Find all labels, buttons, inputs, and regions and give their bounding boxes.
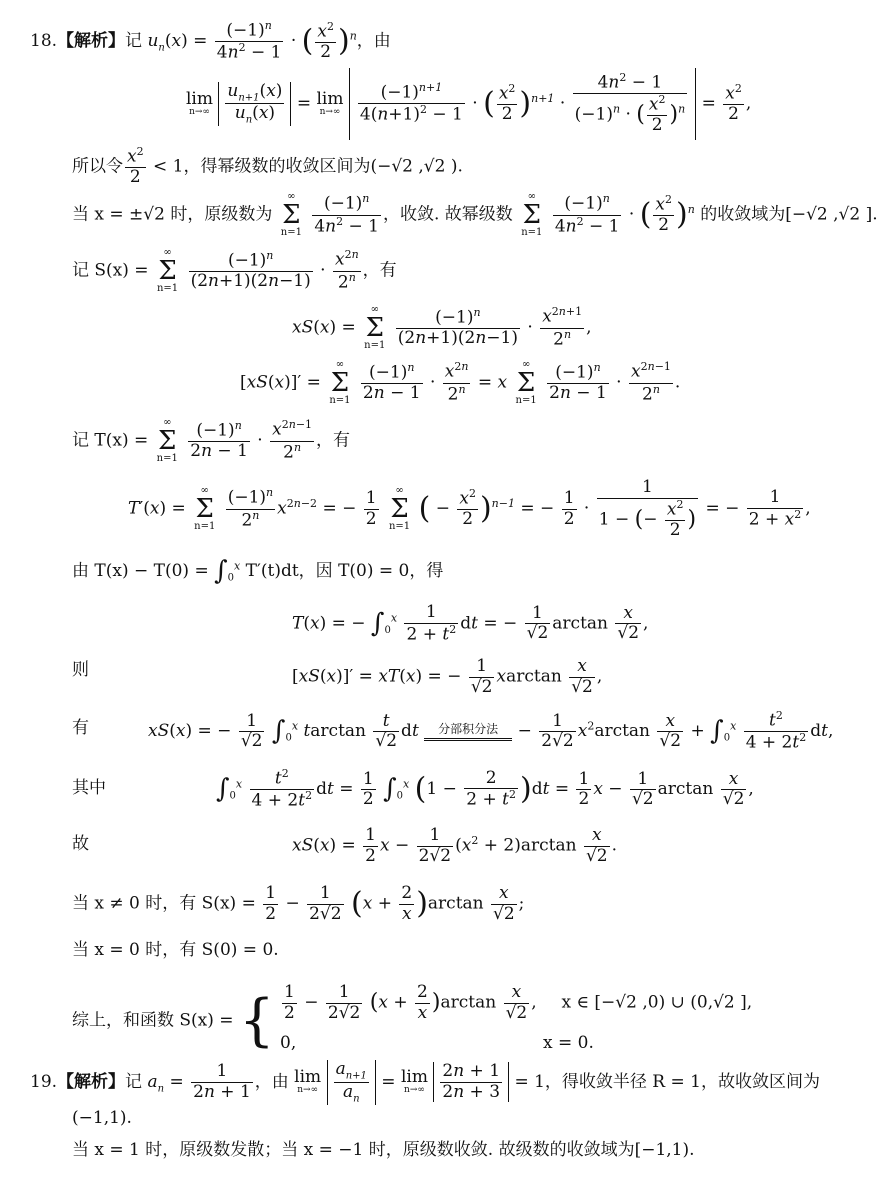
you2-text: 有 bbox=[72, 718, 89, 738]
integrate-text-2: T′(t)dt，因 T(0) = 0，得 bbox=[245, 561, 444, 582]
T-derivative: T′(x) = ∞ Σ n=1 $\frac{(-1)^n}{2^n}$ $x^{2n-2}$ = − $\frac{1}{2}$ ∞ Σ n=1 ( − $\frac{x^2}{2}$ )$^{n-1}$ = − $\frac{1}{2}$ · 1 1 − (− $\frac{x^2}{2}$ ) = − $\frac{1}{2 + x^2}$ , bbox=[128, 477, 811, 540]
def-T-text: 记 T(x) = bbox=[72, 430, 149, 451]
p18-intro-line: 18.【解析】记 $u_n(x)$ = $\frac{(-1)^n}{4n^2 - 1}$ · ( $\frac{x^2}{2}$ )$^n$，由 bbox=[30, 19, 391, 63]
analysis-tag: 【解析】 bbox=[57, 31, 126, 52]
integrate-line: 由 $T(x) - T(0) = \int_0^x$ T′(t)dt，因 T(0) = 0，得 bbox=[72, 556, 444, 586]
by-text: ，由 bbox=[356, 31, 391, 52]
case-nonzero-text: 当 x ≠ 0 时，有 S(x) = bbox=[72, 893, 256, 914]
by-parts-eq: xS(x) = − $\frac{1}{√2}$ $\int_0^x$ tarctan $\frac{t}{√2}$ dt 分部积分法 − $\frac{1}{2√2}$ $x^2\arctan$ $\frac{x}{√2}$ + $\int_0^x$ $\frac{t^2}{4 + 2t^2}$ dt, bbox=[148, 709, 834, 753]
def-S-line: 记 S(x) = ∞ Σ n=1 $\frac{(-1)^n}{(2n+1)(2n-1)}$ · $\frac{x^{2n}}{2^n}$ ，有 bbox=[72, 247, 397, 294]
ratio-test-formula: lim n→∞ $\frac{u_{n+1}(x)}{u_n(x)}$ = lim n→∞ $\frac{(-1)^{n+1}}{4(n+1)^2 - 1}$ · ( $\frac{x^2}{2}$ )$^{n+1}$ · $4n^2 - 1$ $(-1)^n$ · ( $\frac{x^2}{2}$ )$^n$ = $\frac{x^2}{2}$ , bbox=[186, 68, 751, 140]
p19-text-3: = 1，得收敛半径 R = 1，故收敛区间为 bbox=[514, 1071, 820, 1092]
p19-text-4: (−1,1). bbox=[72, 1108, 132, 1128]
integrate-text: 由 T(x) − T(0) = bbox=[72, 561, 209, 582]
summary-text: 综上，和函数 S(x) = bbox=[72, 1010, 234, 1031]
p19-text-1: 记 bbox=[125, 1071, 143, 1092]
you-text: ，有 bbox=[362, 260, 397, 281]
you-line bbox=[72, 718, 89, 738]
problem-number-19: 19. bbox=[30, 1071, 58, 1092]
def-T-line: 记 T(x) = ∞ Σ n=1 $\frac{(-1)^n}{2n - 1}$ · $\frac{x^{2n-1}}{2^n}$ ，有 bbox=[72, 417, 351, 464]
case-nonzero-line: 当 x ≠ 0 时，有 S(x) = $\frac{1}{2}$ − $\frac{1}{2√2}$ (x + $\frac{2}{x}$ )arctan $\frac{x}{√2}$ ; bbox=[72, 883, 525, 924]
ze-line bbox=[72, 660, 89, 680]
case-zero-line bbox=[72, 940, 279, 960]
p19-line-1: 19.【解析】记 $a_n$ = $\frac{1}{2n + 1}$ ，由 lim n→∞ $\frac{a_{n+1}}{a_n}$ = lim n→∞ $\frac{2n + 1}{2n + 3}$ = 1，得收敛半径 R = 1，故收敛区间为 bbox=[30, 1059, 820, 1105]
equals-sign: = bbox=[701, 93, 716, 114]
p19-line-3 bbox=[72, 1140, 695, 1160]
method-label: 分部积分法 bbox=[438, 722, 499, 736]
sub-integral: $\int_0^x$ $\frac{t^2}{4 + 2t^2}$ dt = $\frac{1}{2}$ $\int_0^x$ (1 − $\frac{2}{2 + t^2}$ )dt = $\frac{1}{2}$ x − $\frac{1}{√2}$ arctan $\frac{x}{√2}$ , bbox=[216, 767, 754, 811]
intro-text: 记 bbox=[125, 31, 143, 52]
case-zero-text: 当 x = 0 时，有 S(0) = 0. bbox=[72, 940, 279, 960]
T-result: T(x) = − $\int_0^x$ $\frac{1}{2 + t^2}$ dt = − $\frac{1}{√2}$ arctan $\frac{x}{√2}$ , bbox=[292, 602, 649, 645]
summary-line: 综上，和函数 S(x) = { $\frac{1}{2}$ − $\frac{1}{2√2}$ (x + $\frac{2}{x}$ )arctan $\frac{x}{√2}$ , x ∈ [−√2 ,0) ∪ (0,√2 ], 0, x = 0. bbox=[72, 982, 753, 1054]
ze-text: 则 bbox=[72, 660, 89, 680]
xS-series: xS(x) = ∞ Σ n=1 $\frac{(-1)^n}{(2n+1)(2n-1)}$ · $\frac{x^{2n+1}}{2^n}$ , bbox=[292, 304, 592, 351]
xS-derivative: [xS(x)]′ = ∞ Σ n=1 $\frac{(-1)^n}{2n - 1}$ · $\frac{x^{2n}}{2^n}$ = x ∞ Σ n=1 $\frac{(-1)^n}{2n - 1}$ · $\frac{x^{2n-1}}{2^n}$ . bbox=[240, 359, 681, 406]
qizhong-line bbox=[72, 778, 106, 798]
domain-case-2: x = 0. bbox=[543, 1033, 594, 1054]
conv-text: 所以令 bbox=[72, 156, 123, 177]
conv-text-2: < 1，得幂级数的收敛区间为(−√2 ,√2 ). bbox=[153, 156, 463, 177]
convergence-interval-line: 所以令 $\frac{x^2}{2}$ < 1，得幂级数的收敛区间为(−√2 ,√2 ). bbox=[72, 145, 463, 188]
you-text-2: ，有 bbox=[316, 430, 351, 451]
xS-final: xS(x) = $\frac{1}{2}$ x − $\frac{1}{2√2}$ $(x^2 + 2)\arctan$ $\frac{x}{√2}$ . bbox=[292, 825, 618, 866]
p19-line-2 bbox=[72, 1108, 132, 1128]
problem-number: 18. bbox=[30, 31, 58, 52]
endpoint-text-3: 的收敛域为[−√2 ,√2 ]. bbox=[700, 204, 878, 225]
gu-line bbox=[72, 834, 89, 854]
domain-case-1: x ∈ [−√2 ,0) ∪ (0,√2 ], bbox=[561, 992, 753, 1013]
p19-text-2: ，由 bbox=[254, 1071, 289, 1092]
p19-text-5: 当 x = 1 时，原级数发散；当 x = −1 时，原级数收敛. 故级数的收敛域为[−1,1). bbox=[72, 1140, 695, 1160]
qizhong-text: 其中 bbox=[72, 778, 106, 798]
endpoint-text-2: ，收敛. 故幂级数 bbox=[383, 204, 513, 225]
xS-prime-eq: [xS(x)]′ = xT(x) = − $\frac{1}{√2}$ xarctan $\frac{x}{√2}$ , bbox=[292, 656, 603, 697]
def-S-text: 记 S(x) = bbox=[72, 260, 149, 281]
gu-text: 故 bbox=[72, 834, 89, 854]
endpoint-line: 当 x = ±√2 时，原级数为 ∞ Σ n=1 $\frac{(-1)^n}{4n^2 - 1}$ ，收敛. 故幂级数 ∞ Σ n=1 $\frac{(-1)^n}{4n^2 - 1}$ · ( $\frac{x^2}{2}$ )$^n$ 的收敛域为[−√2 ,√2 ]. bbox=[72, 191, 878, 238]
analysis-tag-19: 【解析】 bbox=[57, 1071, 126, 1092]
endpoint-text-1: 当 x = ±√2 时，原级数为 bbox=[72, 204, 273, 225]
